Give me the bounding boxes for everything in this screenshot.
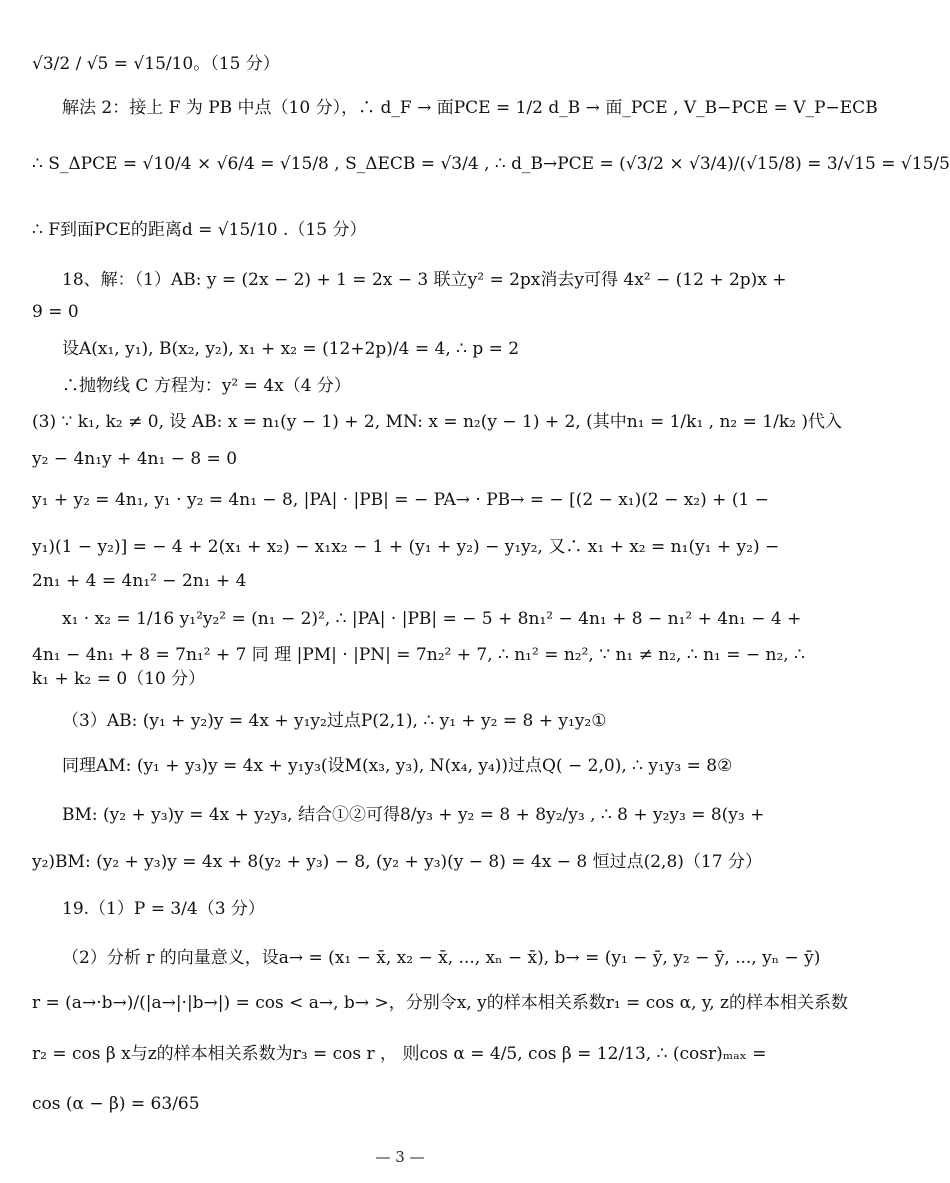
text-line: y₂ − 4n₁y + 4n₁ − 8 = 0 [32, 449, 238, 469]
text-line: 同理AM: (y₁ + y₃)y = 4x + y₁y₃(设M(x₃, y₃), N(x₄, y₄))过点Q( − 2,0), ∴ y₁y₃ = 8② [62, 756, 733, 776]
text-line: （2）分析 r 的向量意义，设a→ = (x₁ − x̄, x₂ − x̄, ..., xₙ − x̄), b→ = (y₁ − ȳ, y₂ − ȳ, ..., yₙ − ȳ) [62, 948, 821, 968]
text-line: 4n₁ − 4n₁ + 8 = 7n₁² + 7 同 理 |PM| · |PN| = 7n₂² + 7, ∴ n₁² = n₂², ∵ n₁ ≠ n₂, ∴ n₁ = − n₂, ∴ [32, 645, 805, 665]
text-line: ∴ F到面PCE的距离d = √15/10 .（15 分） [32, 220, 367, 240]
text-line: 19.（1）P = 3/4（3 分） [62, 899, 265, 919]
text-line: 9 = 0 [32, 302, 79, 322]
text-line: y₂)BM: (y₂ + y₃)y = 4x + 8(y₂ + y₃) − 8, (y₂ + y₃)(y − 8) = 4x − 8 恒过点(2,8)（17 分） [32, 852, 762, 872]
text-line: 解法 2：接上 F 为 PB 中点（10 分），∴ d_F → 面PCE = 1/2 d_B → 面_PCE , V_B−PCE = V_P−ECB [62, 98, 878, 118]
text-line: x₁ · x₂ = 1/16 y₁²y₂² = (n₁ − 2)², ∴ |PA| · |PB| = − 5 + 8n₁² − 4n₁ + 8 − n₁² + 4n₁ − 4 + [62, 609, 802, 629]
page-number: — 3 — [375, 1148, 425, 1166]
text-line: r = (a→·b→)/(|a→|·|b→|) = cos < a→, b→ >，分别令x, y的样本相关系数r₁ = cos α, y, z的样本相关系数 [32, 993, 848, 1013]
text-line: 18、解：（1）AB: y = (2x − 2) + 1 = 2x − 3 联立y² = 2px消去y可得 4x² − (12 + 2p)x + [62, 270, 787, 290]
text-line: 设A(x₁, y₁), B(x₂, y₂), x₁ + x₂ = (12+2p)/4 = 4, ∴ p = 2 [62, 339, 520, 359]
text-line: cos (α − β) = 63/65 [32, 1094, 200, 1114]
text-line: ∴ S_ΔPCE = √10/4 × √6/4 = √15/8 , S_ΔECB = √3/4 , ∴ d_B→PCE = (√3/2 × √3/4)/(√15/8) = 3/√15 = √15/5 [32, 154, 950, 174]
text-line: r₂ = cos β x与z的样本相关系数为r₃ = cos r ， 则cos α = 4/5, cos β = 12/13, ∴ (cosr)ₘₐₓ = [32, 1044, 767, 1064]
text-line: （3）AB: (y₁ + y₂)y = 4x + y₁y₂过点P(2,1), ∴ y₁ + y₂ = 8 + y₁y₂① [62, 711, 607, 731]
text-line: ∴抛物线 C 方程为：y² = 4x（4 分） [62, 376, 351, 396]
text-line: 2n₁ + 4 = 4n₁² − 2n₁ + 4 [32, 571, 247, 591]
text-line: BM: (y₂ + y₃)y = 4x + y₂y₃, 结合①②可得8/y₃ + y₂ = 8 + 8y₂/y₃ , ∴ 8 + y₂y₃ = 8(y₃ + [62, 805, 765, 825]
text-line: (3) ∵ k₁, k₂ ≠ 0, 设 AB: x = n₁(y − 1) + 2, MN: x = n₂(y − 1) + 2, (其中n₁ = 1/k₁ , n₂ = 1/k₂ )代入 [32, 412, 842, 432]
text-line: k₁ + k₂ = 0（10 分） [32, 669, 206, 689]
text-line: √3/2 / √5 = √15/10。（15 分） [32, 54, 280, 74]
text-line: y₁)(1 − y₂)] = − 4 + 2(x₁ + x₂) − x₁x₂ − 1 + (y₁ + y₂) − y₁y₂, 又∴ x₁ + x₂ = n₁(y₁ + y₂) − [32, 537, 780, 557]
text-line: y₁ + y₂ = 4n₁, y₁ · y₂ = 4n₁ − 8, |PA| · |PB| = − PA→ · PB→ = − [(2 − x₁)(2 − x₂) + (1 − [32, 490, 769, 510]
